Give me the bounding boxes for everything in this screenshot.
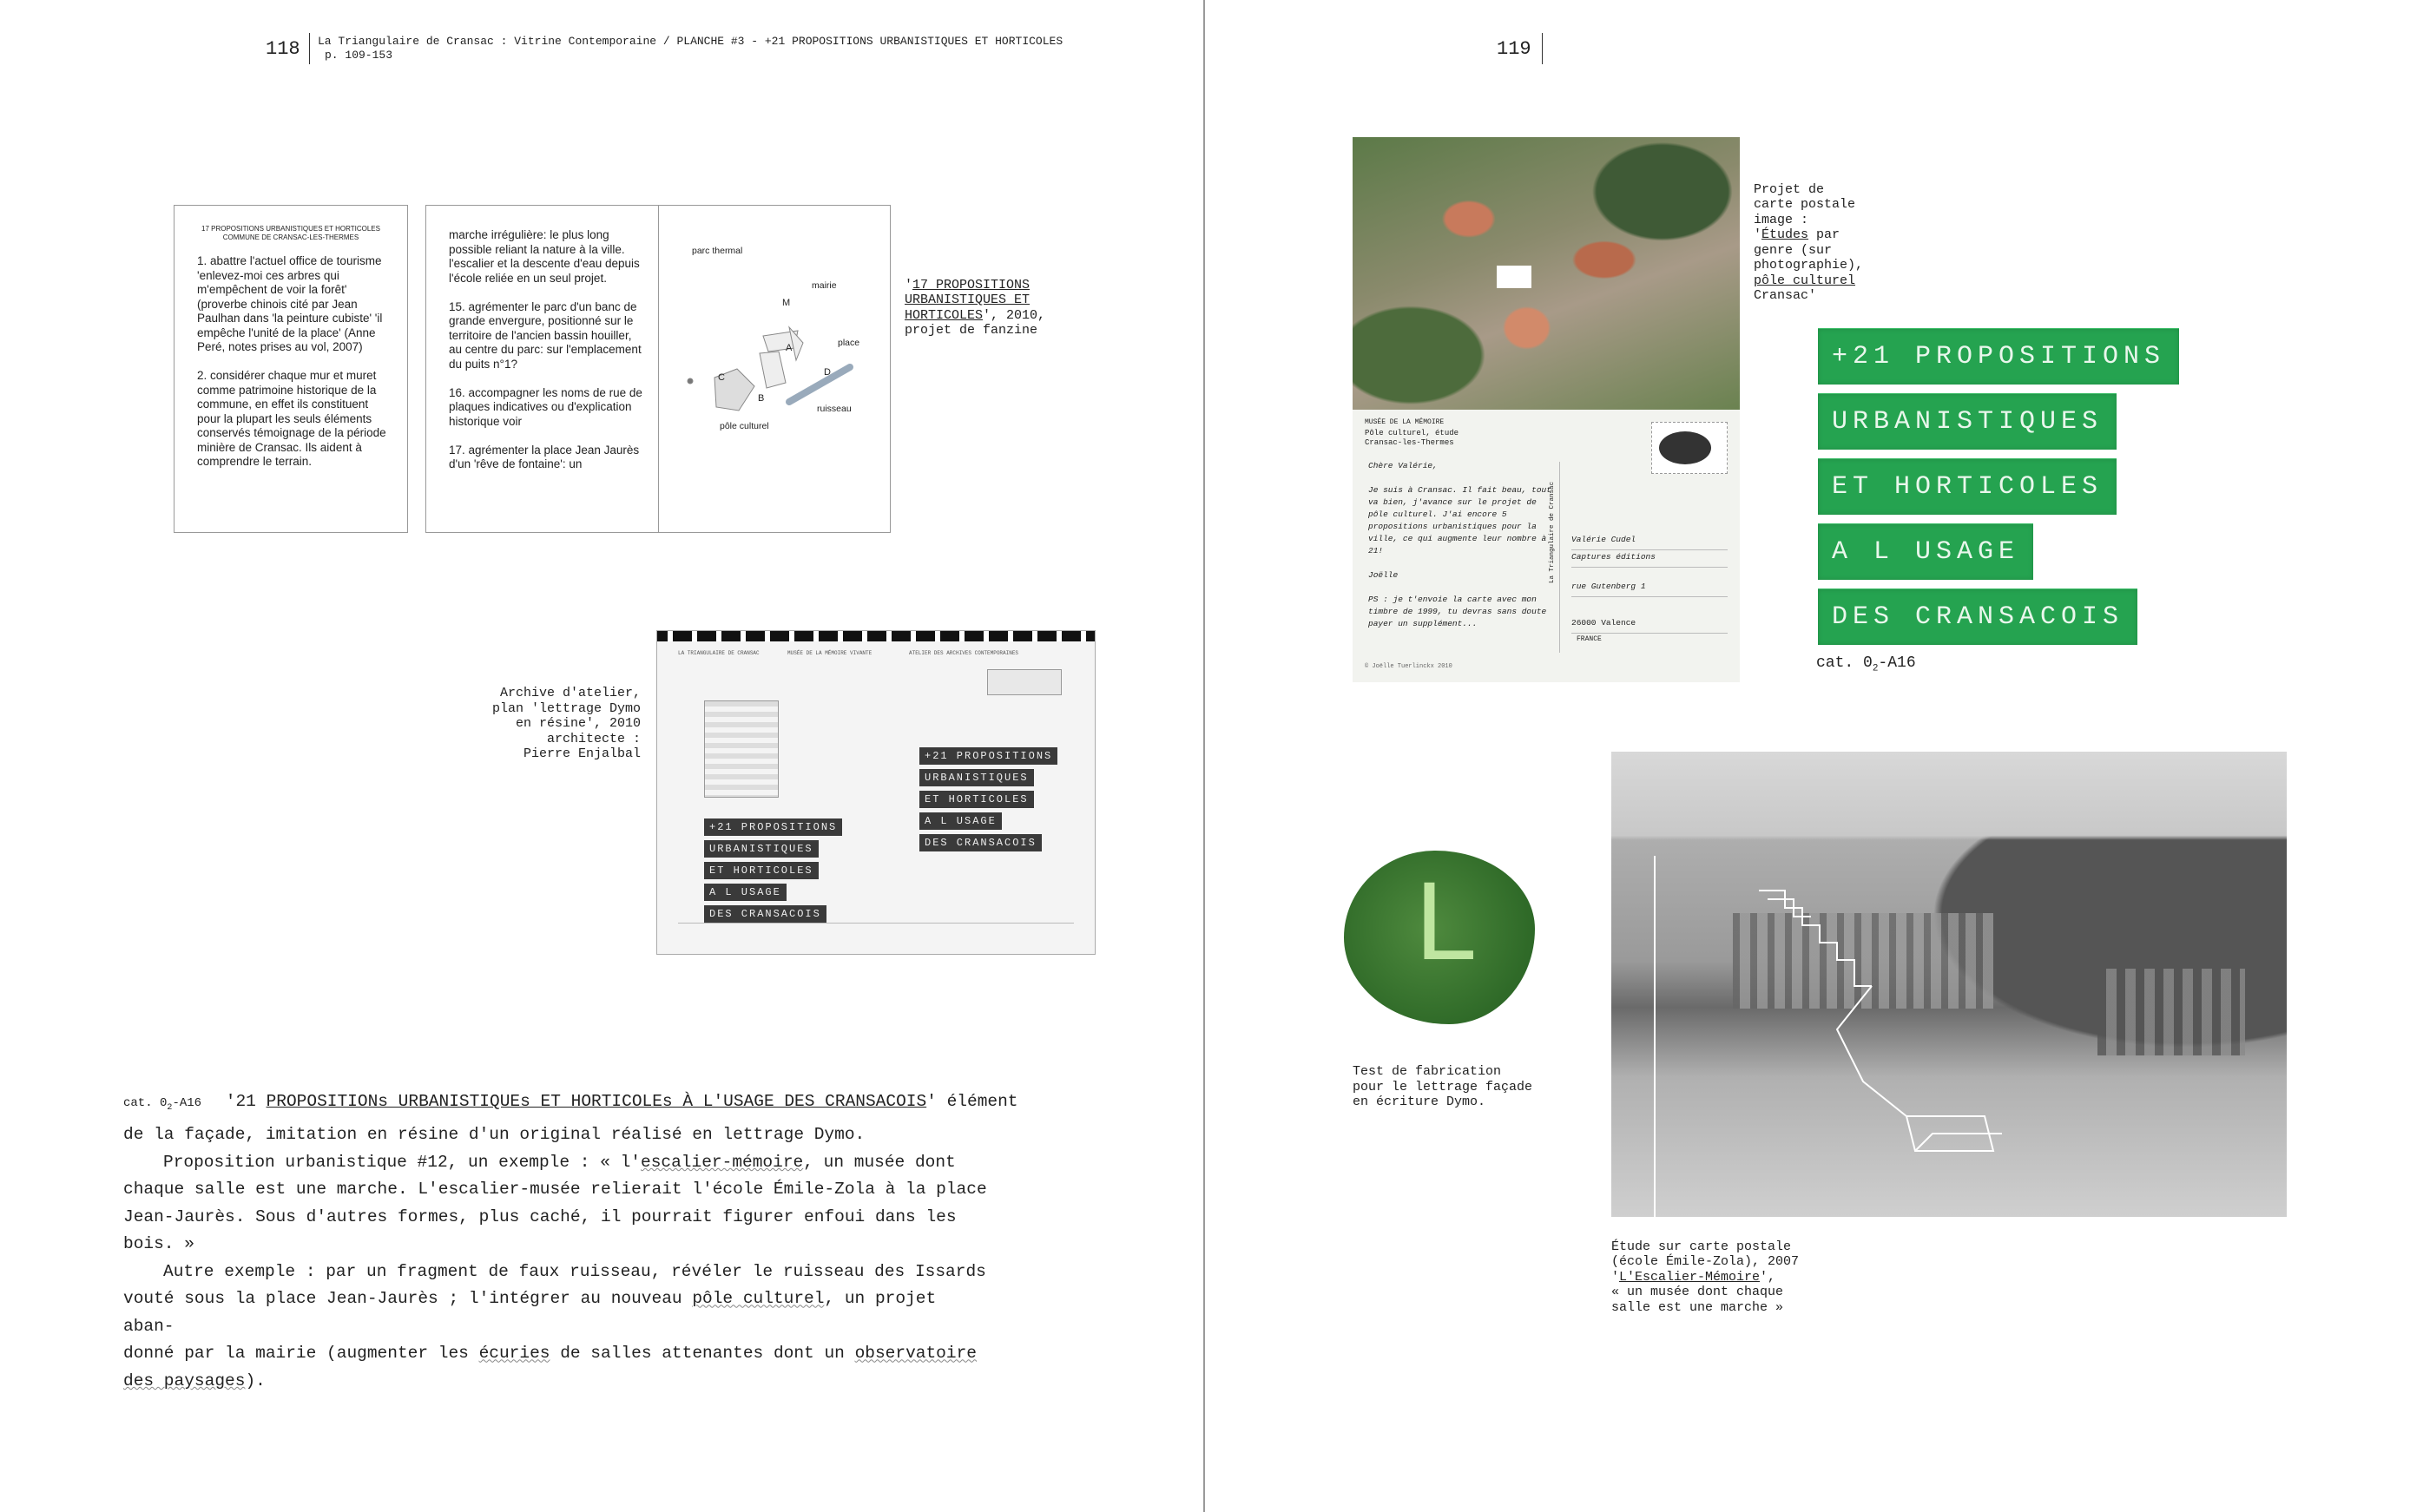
- bw-postcard-photo: [1611, 752, 2287, 1217]
- link-escalier-memoire[interactable]: escalier-mémoire: [641, 1152, 804, 1172]
- body-p3-2b: , un projet aban-: [123, 1289, 937, 1336]
- body-text: [123, 1088, 1018, 1395]
- plan-label-right-1: +21 PROPOSITIONS: [919, 747, 1057, 765]
- plan-label-right-5: DES CRANSACOIS: [919, 834, 1042, 851]
- body-cat-ref: [123, 1096, 202, 1113]
- fanzine-panel-1-body: 1. abattre l'actuel office de tourisme 'enlevez-moi ces arbres qui m'empêchent de voir la forêt' (proverbe chinois cité par Jean Paulhan dans 'la peinture cubiste' 'il empêche l'unité de la place' (Anne Peré, notes prises au vol, 2007) 2. considérer chaque mur et muret comme patrimoine historique de la commune, en effet ils constituent pour la plupart les seuls éléments conservés témoignage de la période minière de Cransac. Ils aident à comprendre le terrain.: [197, 254, 386, 468]
- body-p3-line2: [123, 1285, 991, 1340]
- map-label-mairie: mairie: [812, 280, 837, 291]
- body-p3-line4: [123, 1368, 991, 1396]
- postcard-address: [1571, 535, 1728, 643]
- body-cat-suffix: -A16: [172, 1096, 202, 1110]
- postcard-vertical-text: La Triangulaire de Cransac: [1549, 481, 1556, 583]
- plan-label-right-4: A L USAGE: [919, 812, 1002, 830]
- map-label-place: place: [838, 338, 860, 348]
- plan-facade-drawing: [987, 669, 1062, 695]
- body-cat-prefix: cat. 0: [123, 1096, 168, 1110]
- archive-caption: Archive d'atelier, plan 'lettrage Dymo en résine', 2010 architecte : Pierre Enjalbal: [491, 686, 641, 761]
- fanzine-caption-title: 17 PROPOSITIONS URBANISTIQUES ET HORTICOLES: [905, 277, 1031, 323]
- dymo-label-1: +21 PROPOSITIONS: [1818, 328, 2179, 385]
- dymo-label-4: A L USAGE: [1818, 523, 2033, 580]
- fanzine-panel-1-header: 17 PROPOSITIONS URBANISTIQUES ET HORTICOLES COMMUNE DE CRANSAC-LES-THERMES: [201, 225, 380, 241]
- staircase-drawing: [1611, 752, 2287, 1217]
- fanzine-map: [659, 206, 890, 532]
- body-p2-line1: [123, 1149, 991, 1177]
- body-p2-line2: chaque salle est une marche. L'escalier-musée relierait l'école Émile-Zola à la place: [123, 1180, 987, 1200]
- fanzine-panel-1: [174, 205, 408, 533]
- aerial-photo: [1353, 137, 1740, 410]
- plan-label-left-2: URBANISTIQUES: [704, 840, 819, 858]
- body-p3-line1: Autre exemple : par un fragment de faux ruisseau, révéler le ruisseau des Issards: [163, 1261, 986, 1281]
- plan-label-left-1: +21 PROPOSITIONS: [704, 818, 842, 836]
- postcard-caption-2: par genre (sur photographie),: [1754, 227, 1864, 273]
- address-line-4: 26000 Valence: [1571, 618, 1728, 634]
- postcard-stamp-text: MUSÉE DE LA MÉMOIRE: [1365, 418, 1445, 426]
- plan-label-left-5: DES CRANSACOIS: [704, 905, 826, 923]
- dymo-labels: [1818, 328, 2179, 645]
- postcard-sender: Pôle culturel, étude Cransac-les-Thermes: [1365, 429, 1459, 447]
- body-p3-2a: vouté sous la place Jean-Jaurès ; l'intégrer au nouveau: [123, 1289, 693, 1309]
- map-label-a: A: [786, 343, 793, 353]
- fanzine-caption-suffix: ', 2010, projet de fanzine: [905, 307, 1046, 338]
- plan-label-left-4: A L USAGE: [704, 884, 787, 901]
- link-pole-culturel[interactable]: pôle culturel: [692, 1289, 825, 1309]
- postcard-stamp: [1651, 422, 1728, 474]
- plan-header-mid: MUSÉE DE LA MÉMOIRE VIVANTE: [787, 650, 872, 656]
- page-number-right: 119: [1497, 38, 1531, 60]
- header-rule-left: [309, 33, 310, 64]
- link-observatoire[interactable]: observatoire: [854, 1344, 977, 1364]
- postcard-caption-pole: pôle culturel: [1754, 273, 1856, 288]
- body-p3-line3: [123, 1340, 991, 1368]
- body-cat-sub: 2: [167, 1102, 173, 1113]
- map-label-parc-thermal: parc thermal: [692, 246, 743, 256]
- green-resin-blob: [1344, 851, 1535, 1024]
- aerial-photo-white-box: [1497, 266, 1531, 288]
- address-line-5: FRANCE: [1577, 635, 1602, 643]
- postcard-message: Chère Valérie, Je suis à Cransac. Il fait beau, tout va bien, j'avance sur le projet de pôle culturel. J'ai encore 5 propositions urbanistiques pour la ville, ce qui augmente leur nombre à 21! Joëlle PS : je t'envoie la carte avec mon timbre de 1999, tu devras sans doute payer un supplément...: [1368, 461, 1551, 628]
- plan-elevation-drawing: [704, 700, 779, 798]
- postcard-caption: [1754, 167, 1863, 304]
- link-ecuries[interactable]: écuries: [478, 1344, 550, 1364]
- body-line-1: [123, 1088, 1018, 1121]
- map-label-b: B: [758, 393, 765, 404]
- page-number-left: 118: [266, 38, 300, 60]
- plan-label-right-2: URBANISTIQUES: [919, 769, 1034, 786]
- fanzine-panel-2-3: [425, 205, 891, 533]
- header-rule-right: [1542, 33, 1543, 64]
- postcard-stamp-image: [1659, 431, 1711, 464]
- green-caption: Test de fabrication pour le lettrage façade en écriture Dymo.: [1353, 1064, 1533, 1109]
- dymo-cat: [1816, 654, 1916, 674]
- running-header-line2: p. 109-153: [325, 49, 393, 62]
- running-header: [318, 35, 1063, 62]
- body-line-2: de la façade, imitation en résine d'un original réalisé en lettrage Dymo.: [123, 1125, 866, 1145]
- body-p2-a: Proposition urbanistique #12, un exemple : « l': [163, 1152, 641, 1172]
- body-p2-b: , un musée dont: [803, 1152, 956, 1172]
- green-letter: L: [1415, 859, 1478, 983]
- plan-labels-left: [704, 818, 842, 923]
- link-des-paysages[interactable]: des paysages: [123, 1371, 246, 1390]
- dymo-cat-prefix: cat. 0: [1816, 654, 1873, 672]
- address-line-3: rue Gutenberg 1: [1571, 582, 1728, 597]
- photo-caption-title: L'Escalier-Mémoire: [1619, 1269, 1761, 1285]
- photo-caption-1: Étude sur carte postale (école Émile-Zola), 2007 ': [1611, 1239, 1800, 1285]
- address-line-1: Valérie Cudel: [1571, 535, 1728, 550]
- film-perforation-strip: [657, 631, 1095, 641]
- body-p2-line3: Jean-Jaurès. Sous d'autres formes, plus caché, il pourrait figurer enfoui dans les: [123, 1206, 957, 1226]
- map-label-ruisseau: ruisseau: [817, 404, 852, 414]
- plan-header-left: LA TRIANGULAIRE DE CRANSAC: [678, 650, 760, 656]
- fanzine-panel-2-body: marche irrégulière: le plus long possible reliant la nature à la ville. l'escalier et la descente d'eau depuis l'école reliée en un seul projet. 15. agrémenter le parc d'un banc de grande envergure, positionné sur le territoire de l'ancien bassin houiller, au centre du parc: sur l'emplacement du puits n°1? 16. accompagner les noms de rue de plaques indicatives ou d'explication historique voir 17. agrémenter la place Jean Jaurès d'un 'rêve de fontaine': un: [449, 228, 642, 470]
- right-page: [1205, 0, 2410, 1512]
- map-label-c: C: [718, 372, 725, 383]
- postcard-caption-etudes: Études: [1761, 227, 1809, 242]
- photo-caption: [1611, 1224, 1799, 1315]
- plan-label-right-3: ET HORTICOLES: [919, 791, 1034, 808]
- map-label-pole-culturel: pôle culturel: [720, 421, 769, 431]
- archive-plan: [656, 630, 1096, 955]
- body-p3-end: ).: [245, 1371, 266, 1390]
- plan-label-left-3: ET HORTICOLES: [704, 862, 819, 879]
- postcard-caption-3: Cransac': [1754, 288, 1817, 303]
- dymo-label-2: URBANISTIQUES: [1818, 393, 2117, 450]
- body-title: PROPOSITIONs URBANISTIQUEs ET HORTICOLEs À L'USAGE DES CRANSACOIS: [266, 1092, 927, 1111]
- body-p3-3a: donné par la mairie (augmenter les: [123, 1344, 479, 1364]
- plan-header-right: ATELIER DES ARCHIVES CONTEMPORAINES: [909, 650, 1019, 656]
- photo-caption-2: ', « un musée dont chaque salle est une marche »: [1611, 1269, 1784, 1315]
- dymo-label-5: DES CRANSACOIS: [1818, 588, 2137, 645]
- body-title-open: '21: [225, 1092, 267, 1111]
- map-label-d: D: [824, 367, 831, 378]
- dymo-cat-sub: 2: [1872, 663, 1879, 674]
- postcard-back: [1353, 410, 1740, 682]
- dymo-label-3: ET HORTICOLES: [1818, 458, 2117, 515]
- body-title-close: ' élément: [926, 1092, 1018, 1111]
- body-p3-3b: de salles attenantes dont un: [550, 1344, 855, 1364]
- postcard-caption-1: Projet de carte postale image : ': [1754, 181, 1856, 242]
- map-label-m: M: [782, 298, 791, 308]
- running-header-line1: La Triangulaire de Cransac : Vitrine Contemporaine / PLANCHE #3 - +21 PROPOSITIONS URBANISTIQUES ET HORTICOLES: [318, 35, 1063, 48]
- postcard-footer: © Joëlle Tuerlinckx 2010: [1365, 663, 1452, 670]
- plan-footer-rule: [678, 923, 1074, 924]
- body-p2-line4: bois. »: [123, 1234, 194, 1254]
- left-page: [0, 0, 1203, 1512]
- address-line-2: Captures éditions: [1571, 552, 1728, 568]
- postcard-divider: [1559, 462, 1560, 653]
- fanzine-caption: [905, 262, 1045, 339]
- fanzine-caption-prefix: ': [905, 277, 913, 293]
- plan-labels-right: [919, 747, 1057, 851]
- dymo-cat-suffix: -A16: [1878, 654, 1916, 672]
